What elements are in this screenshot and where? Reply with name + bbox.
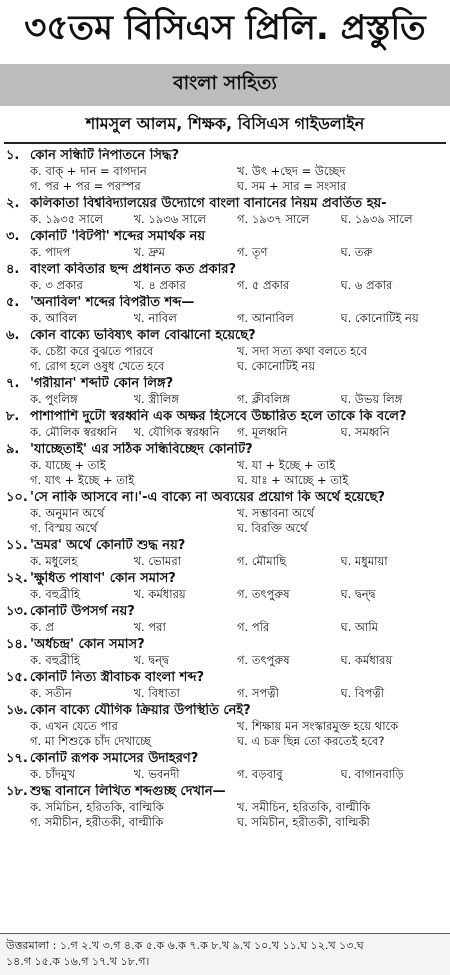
option: খ. শিক্ষায় মন সংস্কারমুক্ত হয়ে থাকে	[237, 719, 399, 733]
option: গ. তৃণ	[237, 245, 268, 259]
question-number: ১৬.	[6, 703, 28, 718]
answer-key	[0, 933, 450, 975]
question-line	[6, 442, 444, 458]
option: ঘ. বিপত্নী	[340, 686, 385, 700]
option: গ. মৌমাছি	[237, 554, 287, 568]
option: ঘ. উভয় লিঙ্গ	[340, 392, 403, 406]
option: খ. সমীচিন, হরিতকি, বাল্মীকি	[237, 800, 371, 814]
option: খ. উৎ +ছেদ = উচ্ছেদ	[237, 164, 346, 178]
option-row	[30, 734, 444, 749]
option: গ. ১৯৩৭ সালে	[237, 212, 310, 226]
question-item	[6, 784, 444, 830]
option: খ. যৌগিক স্বরধ্বনি	[133, 425, 220, 439]
option: ক. যাচ্ছে + তাই	[30, 458, 106, 472]
option-row	[30, 425, 444, 440]
question-line	[6, 751, 444, 767]
question-number: ১০.	[6, 490, 28, 505]
option: ঘ. কর্মধারয়	[340, 653, 393, 667]
option: গ. তৎপুরুষ	[237, 653, 290, 667]
question-item	[6, 637, 444, 668]
subject-banner	[0, 64, 450, 106]
option: গ. যাৎ + ইচ্ছে + তাই	[30, 473, 135, 487]
option: ঘ. ৬ প্রকার	[340, 278, 393, 292]
question-item	[6, 571, 444, 602]
question-text: 'ক্ষুধিত পাষাণ' কোন সমাস?	[30, 571, 176, 586]
question-text: কোনটি রূপক সমাসের উদাহরণ?	[30, 751, 199, 766]
question-number: ২.	[6, 196, 20, 211]
question-text: কোন সন্ধিটি নিপাতনে সিদ্ধ?	[30, 148, 180, 163]
question-item	[6, 262, 444, 293]
question-item	[6, 328, 444, 374]
question-line	[6, 409, 444, 425]
option: ক. অনুমান অর্থে	[30, 506, 105, 520]
question-line	[6, 538, 444, 554]
option: গ. বড়বাবু	[237, 767, 283, 781]
option: ক. সমিচিন, হরিতকি, বাল্মিকি	[30, 800, 164, 814]
option: ক. পুংলিঙ্গ	[30, 392, 78, 406]
question-text: 'গরীয়ান' শব্দটি কোন লিঙ্গ?	[30, 376, 174, 391]
question-line	[6, 196, 444, 212]
page-title: ৩৫তম বিসিএস প্রিলি. প্রস্তুতি	[24, 7, 426, 48]
question-list	[0, 144, 450, 830]
question-line	[6, 376, 444, 392]
question-number: ৩.	[6, 229, 20, 244]
question-item	[6, 604, 444, 635]
subject-label: বাংলা সাহিত্য	[173, 72, 277, 94]
option: ক. মধুলেহ	[30, 554, 78, 568]
question-item	[6, 751, 444, 782]
question-number: ১৪.	[6, 637, 28, 652]
option: গ. বিস্ময় অর্থে	[30, 521, 98, 535]
option-row	[30, 719, 444, 734]
option: খ. সদা সত্য কথা বলতে হবে	[237, 344, 368, 358]
question-number: ১.	[6, 148, 20, 163]
question-number: ৯.	[6, 442, 20, 457]
option-row	[30, 521, 444, 536]
option: খ. বিধাতা	[133, 686, 180, 700]
option: ঘ. দ্বন্দ্ব	[340, 587, 376, 601]
question-text: কোনটি 'বিটপী' শব্দের সমার্থক নয়	[30, 229, 206, 244]
option-row	[30, 473, 444, 488]
option: খ. স্ত্রীলিঙ্গ	[133, 392, 180, 406]
question-line	[6, 571, 444, 587]
question-line	[6, 148, 444, 164]
option: ক. মৌলিক স্বরধ্বনি	[30, 425, 118, 439]
question-text: 'অনাবিল' শব্দের বিপরীত শব্দ—	[30, 295, 195, 310]
question-text: বাংলা কবিতার ছন্দ প্রধানত কত প্রকার?	[30, 262, 237, 277]
question-item	[6, 670, 444, 701]
question-line	[6, 490, 444, 506]
option-row	[30, 278, 444, 293]
question-line	[6, 295, 444, 311]
question-number: ৬.	[6, 328, 20, 343]
option: ক. আবিল	[30, 311, 78, 325]
option: ক. এখন যেতে পার	[30, 719, 118, 733]
question-text: 'যাচ্ছেতাই' এর সঠিক সন্ধিবিচ্ছেদ কোনটি?	[30, 442, 253, 457]
option-row	[30, 506, 444, 521]
option: গ. পরি	[237, 620, 270, 634]
option-row	[30, 767, 444, 782]
option: খ. নাবিল	[133, 311, 177, 325]
question-text: 'সে নাকি আসবে না।'-এ বাক্যে না অব্যয়ের প্রয়োগ কি অর্থে হয়েছে?	[30, 490, 385, 505]
question-text: কলিকাতা বিশ্ববিদ্যালয়ের উদ্যোগে বাংলা বানানের নিয়ম প্রবর্তিত হয়-	[30, 196, 387, 211]
option-row	[30, 620, 444, 635]
option-row	[30, 245, 444, 260]
option-row	[30, 800, 444, 815]
option: ঘ. আমি	[340, 620, 379, 634]
option: খ. ১৯৩৬ সালে	[133, 212, 207, 226]
question-number: ৪.	[6, 262, 20, 277]
option: খ. দ্রুম	[133, 245, 165, 259]
option-row	[30, 311, 444, 326]
option: গ. আনাবিল	[237, 311, 294, 325]
question-line	[6, 670, 444, 686]
option: খ. ৪ প্রকার	[133, 278, 186, 292]
question-text: কোনটি নিত্য স্ত্রীবাচক বাংলা শব্দ?	[30, 670, 205, 685]
option: খ. পরা	[133, 620, 166, 634]
option-row	[30, 458, 444, 473]
option: গ. সপত্নী	[237, 686, 279, 700]
option: খ. সম্ভাবনা অর্থে	[237, 506, 315, 520]
option: গ. তৎপুরুষ	[237, 587, 290, 601]
option: ঘ. কোনোটিই নয়	[237, 359, 316, 373]
option: ঘ. যাঃ + আচ্ছে + তাই	[237, 473, 349, 487]
author-line: শামসুল আলম, শিক্ষক, বিসিএস গাইডলাইন	[85, 113, 365, 133]
question-number: ৮.	[6, 409, 20, 424]
option: খ. যা + ইচ্ছে + তাই	[237, 458, 336, 472]
question-item	[6, 376, 444, 407]
question-number: ১৩.	[6, 604, 28, 619]
question-number: ৭.	[6, 376, 20, 391]
question-number: ১৭.	[6, 751, 28, 766]
option: খ. ভবনদী	[133, 767, 180, 781]
question-text: কোন বাক্যে ভবিষ্যৎ কাল বোঝানো হয়েছে?	[30, 328, 256, 343]
option: গ. ৫ প্রকার	[237, 278, 290, 292]
question-number: ১১.	[6, 538, 28, 553]
option: ক. সতীন	[30, 686, 72, 700]
option-row	[30, 587, 444, 602]
option: ক. বাক্ + দান = বাগদান	[30, 164, 147, 178]
option: গ. পর + পর = পরস্পর	[30, 179, 141, 193]
question-line	[6, 703, 444, 719]
option: ক. বহুব্রীহি	[30, 587, 80, 601]
question-number: ১৮.	[6, 784, 28, 799]
question-item	[6, 409, 444, 440]
question-text: পাশাপাশি দুটো স্বরধ্বনি এক অক্ষর হিসেবে উচ্চারিত হলে তাকে কি বলে?	[30, 409, 407, 424]
option: গ. মা শিশুকে চাঁদ দেখাচ্ছে	[30, 734, 151, 748]
question-text: কোন বাক্যে যৌগিক ক্রিয়ার উপস্থিতি নেই?	[30, 703, 251, 718]
question-item	[6, 196, 444, 227]
option: ক. প্র	[30, 620, 54, 634]
question-item	[6, 295, 444, 326]
question-text: শুদ্ধ বানানে লিখিত শব্দগুচ্ছ দেখান—	[30, 784, 226, 799]
option: ক. ১৯৩৫ সালে	[30, 212, 103, 226]
question-line	[6, 784, 444, 800]
option-row	[30, 164, 444, 179]
option: ঘ. মধুমায়া	[340, 554, 388, 568]
option: ঘ. বিরক্তি অর্থে	[237, 521, 308, 535]
question-line	[6, 229, 444, 245]
option-row	[30, 212, 444, 227]
answer-key-line: উত্তরমালা : ১.গ ২.খ ৩.গ ৪.ক ৫.ক ৬.ক ৭.ক ৮.খ ৯.খ ১০.খ ১১.ঘ ১২.খ ১৩.ঘ	[6, 939, 364, 952]
option: ঘ. বাগানবাড়ি	[340, 767, 404, 781]
question-number: ১৫.	[6, 670, 28, 685]
question-line	[6, 328, 444, 344]
question-text: 'অর্ধচন্দ্র' কোন সমাস?	[30, 637, 145, 652]
option: ঘ. সম + সার = সংসার	[237, 179, 347, 193]
question-number: ১২.	[6, 571, 28, 586]
question-line	[6, 637, 444, 653]
answer-key-line: ১৪.গ ১৫.ক ১৬.গ ১৭.খ ১৮.গ।	[6, 955, 150, 968]
option: খ. ভোমরা	[133, 554, 181, 568]
question-item	[6, 442, 444, 488]
option: গ. রোগ হলে ওষুধ খেতে হবে	[30, 359, 165, 373]
option-row	[30, 686, 444, 701]
question-item	[6, 703, 444, 749]
option: খ. কর্মধারয়	[133, 587, 186, 601]
option-row	[30, 554, 444, 569]
option: ক. বহুব্রীহি	[30, 653, 80, 667]
question-number: ৫.	[6, 295, 20, 310]
option: ঘ. সমধ্বনি	[340, 425, 390, 439]
question-item	[6, 148, 444, 194]
option: গ. সমীচীন, হরীতকী, বাল্মীকি	[30, 815, 164, 829]
option: গ. মূলধ্বনি	[237, 425, 288, 439]
question-text: কোনটি উপসর্গ নয়?	[30, 604, 135, 619]
question-item	[6, 538, 444, 569]
option: ক. পাদপ	[30, 245, 71, 259]
option-row	[30, 359, 444, 374]
option: ঘ. এ চক্র ছিন্ন তো করতেই হবে?	[237, 734, 385, 748]
option-row	[30, 179, 444, 194]
option-row	[30, 815, 444, 830]
option: ক. চেষ্টা করে বুঝতে পারবে	[30, 344, 154, 358]
option: খ. দ্বন্দ্ব	[133, 653, 169, 667]
option: ঘ. সমিচীন, হরীতকী, বাল্মিকী	[237, 815, 370, 829]
option: ঘ. তরু	[340, 245, 373, 259]
question-text: 'ভ্রমর' অর্থে কোনটি শুদ্ধ নয়?	[30, 538, 186, 553]
question-line	[6, 604, 444, 620]
option-row	[30, 392, 444, 407]
option-row	[30, 344, 444, 359]
option: ক. চাঁদমুখ	[30, 767, 75, 781]
question-item	[6, 229, 444, 260]
option-row	[30, 653, 444, 668]
option: গ. ক্লীবলিঙ্গ	[237, 392, 291, 406]
question-line	[6, 262, 444, 278]
option: ঘ. ১৯৩৯ সালে	[340, 212, 413, 226]
question-item	[6, 490, 444, 536]
option: ঘ. কোনোটিই নয়	[340, 311, 419, 325]
option: ক. ৩ প্রকার	[30, 278, 83, 292]
